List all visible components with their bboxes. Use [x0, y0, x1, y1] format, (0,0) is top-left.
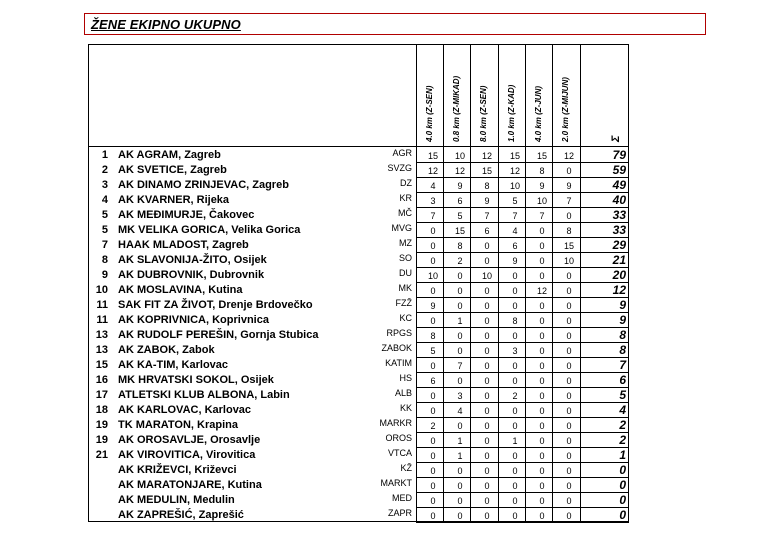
row-points: 0: [566, 211, 572, 221]
row-points: 0: [512, 496, 518, 506]
row-points: 7: [566, 196, 572, 206]
row-club-name: AK MEDULIN, Medulin: [118, 494, 235, 506]
row-points: 7: [512, 211, 518, 221]
row-club-name: MK HRVATSKI SOKOL, Osijek: [118, 374, 274, 386]
row-club-name: MK VELIKA GORICA, Velika Gorica: [118, 224, 301, 236]
row-club-code: MARKT: [380, 478, 412, 488]
row-rank: 19: [95, 419, 108, 431]
row-rank: 1: [101, 149, 108, 161]
row-points: 8: [512, 316, 518, 326]
row-points: 0: [539, 331, 545, 341]
row-points: 12: [481, 151, 492, 161]
row-points: 7: [484, 211, 490, 221]
row-club-name: AK RUDOLF PEREŠIN, Gornja Stubica: [118, 329, 319, 341]
row-club-name: ATLETSKI KLUB ALBONA, Labin: [118, 389, 290, 401]
row-total: 21: [612, 253, 626, 267]
row-club-code: SO: [398, 253, 412, 263]
table-row: [0, 268, 760, 283]
row-points: 0: [457, 286, 463, 296]
table-row: [0, 388, 760, 403]
row-points: 8: [484, 181, 490, 191]
row-club-code: VTCA: [387, 448, 412, 458]
row-points: 0: [566, 331, 572, 341]
row-points: 0: [484, 301, 490, 311]
row-points: 3: [457, 391, 463, 401]
row-total: 12: [612, 283, 626, 297]
row-points: 4: [512, 226, 518, 236]
row-rank: 5: [101, 224, 108, 236]
row-club-name: AK ZAPREŠIĆ, Zaprešić: [118, 509, 244, 521]
row-club-name: AK SVETICE, Zagreb: [118, 164, 227, 176]
row-points: 0: [484, 256, 490, 266]
table-row: [0, 178, 760, 193]
row-club-code: ALB: [394, 388, 412, 398]
row-points: 0: [566, 406, 572, 416]
row-rank: 2: [101, 164, 108, 176]
row-points: 0: [484, 511, 490, 521]
row-club-code: HS: [399, 373, 412, 383]
row-points: 0: [512, 376, 518, 386]
column-header: 8.0 km (Z-SEN): [479, 85, 488, 142]
row-points: 0: [512, 361, 518, 371]
row-points: 0: [457, 346, 463, 356]
row-points: 6: [457, 196, 463, 206]
row-total: 29: [612, 238, 626, 252]
row-rank: 3: [101, 179, 108, 191]
row-points: 12: [509, 166, 520, 176]
row-points: 0: [457, 421, 463, 431]
row-points: 2: [430, 421, 436, 431]
row-total: 0: [619, 493, 626, 507]
row-points: 0: [430, 406, 436, 416]
column-header: 2.0 km (Z-MIJUN): [561, 77, 570, 142]
row-club-name: AK AGRAM, Zagreb: [118, 149, 221, 161]
row-club-code: MZ: [399, 238, 412, 248]
row-points: 0: [566, 376, 572, 386]
title-box: [84, 13, 706, 35]
row-points: 9: [539, 181, 545, 191]
row-points: 10: [509, 181, 520, 191]
column-header: 0.8 km (Z-MIKAD): [452, 75, 461, 142]
row-points: 1: [457, 316, 463, 326]
row-points: 0: [539, 301, 545, 311]
row-points: 10: [454, 151, 465, 161]
row-total: 79: [612, 148, 626, 162]
row-club-code: KC: [399, 313, 412, 323]
table-row: [0, 238, 760, 253]
row-points: 0: [430, 361, 436, 371]
row-points: 0: [566, 451, 572, 461]
row-points: 8: [457, 241, 463, 251]
row-rank: 10: [95, 284, 108, 296]
row-rank: 5: [101, 209, 108, 221]
row-points: 0: [457, 301, 463, 311]
row-total: 9: [619, 298, 626, 312]
row-club-code: MED: [392, 493, 412, 503]
row-points: 0: [539, 376, 545, 386]
row-club-name: AK OROSAVLJE, Orosavlje: [118, 434, 261, 446]
row-points: 0: [484, 481, 490, 491]
row-rank: 17: [95, 389, 108, 401]
row-total: 2: [619, 418, 626, 432]
row-points: 0: [484, 331, 490, 341]
row-points: 5: [457, 211, 463, 221]
row-points: 0: [512, 421, 518, 431]
row-points: 0: [566, 391, 572, 401]
row-club-name: AK KVARNER, Rijeka: [118, 194, 230, 206]
row-points: 15: [509, 151, 520, 161]
row-club-name: AK MOSLAVINA, Kutina: [118, 284, 243, 296]
row-points: 0: [539, 271, 545, 281]
row-club-code: KK: [399, 403, 412, 413]
row-club-name: HAAK MLADOST, Zagreb: [118, 239, 249, 251]
row-total: 0: [619, 463, 626, 477]
row-points: 0: [457, 481, 463, 491]
row-points: 2: [457, 256, 463, 266]
row-points: 15: [427, 151, 438, 161]
row-points: 4: [430, 181, 436, 191]
row-points: 0: [457, 271, 463, 281]
table-row: [0, 448, 760, 463]
row-points: 0: [512, 406, 518, 416]
row-points: 0: [484, 496, 490, 506]
row-club-code: AGR: [392, 148, 412, 158]
row-points: 7: [457, 361, 463, 371]
row-points: 0: [566, 481, 572, 491]
table-row: [0, 208, 760, 223]
row-total: 49: [612, 178, 626, 192]
header-divider: [88, 146, 629, 147]
row-points: 0: [512, 286, 518, 296]
row-rank: 8: [101, 254, 108, 266]
row-points: 7: [539, 211, 545, 221]
row-points: 0: [566, 436, 572, 446]
row-points: 0: [457, 511, 463, 521]
row-points: 12: [563, 151, 574, 161]
row-points: 0: [512, 271, 518, 281]
row-points: 15: [536, 151, 547, 161]
row-points: 0: [430, 436, 436, 446]
table-row: [0, 253, 760, 268]
row-points: 0: [484, 421, 490, 431]
row-points: 0: [430, 481, 436, 491]
row-points: 15: [481, 166, 492, 176]
table-row: [0, 328, 760, 343]
row-club-code: SVZG: [387, 163, 412, 173]
row-club-name: AK MARATONJARE, Kutina: [118, 479, 262, 491]
row-total: 5: [619, 388, 626, 402]
row-rank: 19: [95, 434, 108, 446]
row-club-code: RPGS: [386, 328, 412, 338]
row-points: 0: [566, 271, 572, 281]
row-points: 10: [563, 256, 574, 266]
row-points: 0: [484, 391, 490, 401]
row-club-name: SAK FIT ZA ŽIVOT, Drenje Brdovečko: [118, 299, 313, 311]
table-row: [0, 493, 760, 508]
row-points: 0: [539, 466, 545, 476]
row-club-code: DZ: [400, 178, 412, 188]
row-points: 0: [539, 481, 545, 491]
row-points: 12: [536, 286, 547, 296]
table-row: [0, 343, 760, 358]
table-row: [0, 508, 760, 523]
row-club-name: AK VIROVITICA, Virovitica: [118, 449, 256, 461]
row-rank: 18: [95, 404, 108, 416]
row-points: 9: [566, 181, 572, 191]
row-points: 0: [539, 316, 545, 326]
table-row: [0, 148, 760, 163]
row-points: 8: [430, 331, 436, 341]
row-total: 4: [619, 403, 626, 417]
table-row: [0, 223, 760, 238]
row-points: 0: [430, 466, 436, 476]
row-club-name: AK MEĐIMURJE, Čakovec: [118, 209, 255, 221]
row-points: 0: [539, 421, 545, 431]
row-club-code: MVG: [391, 223, 412, 233]
row-rank: 16: [95, 374, 108, 386]
row-points: 0: [512, 466, 518, 476]
row-points: 9: [457, 181, 463, 191]
row-points: 9: [512, 256, 518, 266]
row-points: 0: [566, 286, 572, 296]
row-points: 0: [566, 361, 572, 371]
row-points: 0: [539, 511, 545, 521]
row-total: 40: [612, 193, 626, 207]
row-points: 0: [539, 496, 545, 506]
row-points: 1: [457, 436, 463, 446]
row-club-code: ZABOK: [381, 343, 412, 353]
row-points: 0: [484, 361, 490, 371]
row-points: 0: [566, 466, 572, 476]
row-points: 8: [566, 226, 572, 236]
row-total: 9: [619, 313, 626, 327]
row-total: 20: [612, 268, 626, 282]
row-rank: 9: [101, 269, 108, 281]
row-club-name: TK MARATON, Krapina: [118, 419, 238, 431]
row-points: 7: [430, 211, 436, 221]
row-points: 0: [539, 436, 545, 446]
row-points: 0: [512, 451, 518, 461]
row-points: 3: [430, 196, 436, 206]
row-points: 0: [457, 466, 463, 476]
row-points: 0: [484, 286, 490, 296]
table-row: [0, 313, 760, 328]
row-points: 0: [430, 316, 436, 326]
row-points: 0: [539, 406, 545, 416]
row-total: 6: [619, 373, 626, 387]
row-club-code: DU: [399, 268, 412, 278]
total-header: Σ: [610, 135, 622, 142]
row-club-code: KR: [399, 193, 412, 203]
row-total: 33: [612, 223, 626, 237]
row-total: 2: [619, 433, 626, 447]
row-points: 1: [512, 436, 518, 446]
row-points: 0: [566, 316, 572, 326]
table-row: [0, 418, 760, 433]
row-points: 0: [566, 511, 572, 521]
row-points: 0: [430, 511, 436, 521]
row-club-code: MK: [398, 283, 412, 293]
row-points: 6: [484, 226, 490, 236]
row-points: 0: [539, 346, 545, 356]
row-points: 0: [539, 256, 545, 266]
row-points: 0: [512, 481, 518, 491]
row-points: 0: [539, 241, 545, 251]
row-points: 0: [457, 496, 463, 506]
row-total: 59: [612, 163, 626, 177]
table-row: [0, 193, 760, 208]
row-rank: 11: [96, 314, 108, 326]
row-points: 0: [457, 331, 463, 341]
row-points: 0: [430, 256, 436, 266]
table-row: [0, 283, 760, 298]
row-club-name: AK SLAVONIJA-ŽITO, Osijek: [118, 254, 267, 266]
table-row: [0, 403, 760, 418]
row-points: 0: [430, 496, 436, 506]
row-points: 4: [457, 406, 463, 416]
row-points: 12: [427, 166, 438, 176]
table-row: [0, 298, 760, 313]
row-club-name: AK KRIŽEVCI, Križevci: [118, 464, 237, 476]
row-points: 0: [457, 376, 463, 386]
row-points: 8: [539, 166, 545, 176]
row-total: 0: [619, 478, 626, 492]
table-row: [0, 373, 760, 388]
row-points: 0: [430, 451, 436, 461]
row-points: 0: [566, 166, 572, 176]
table-row: [0, 358, 760, 373]
row-total: 8: [619, 328, 626, 342]
row-points: 6: [512, 241, 518, 251]
row-points: 0: [430, 286, 436, 296]
column-header: 4.0 km (Z-SEN): [425, 85, 434, 142]
row-total: 7: [619, 358, 626, 372]
row-points: 0: [539, 361, 545, 371]
row-points: 0: [566, 421, 572, 431]
row-rank: 11: [96, 299, 108, 311]
row-points: 6: [430, 376, 436, 386]
row-club-name: AK KOPRIVNICA, Koprivnica: [118, 314, 269, 326]
row-club-code: ZAPR: [387, 508, 412, 518]
row-points: 0: [512, 511, 518, 521]
row-club-name: AK KARLOVAC, Karlovac: [118, 404, 252, 416]
row-club-code: MČ: [398, 208, 412, 218]
row-points: 10: [427, 271, 438, 281]
row-points: 0: [484, 436, 490, 446]
row-divider: [416, 522, 629, 523]
row-total: 1: [619, 448, 626, 462]
row-points: 0: [566, 301, 572, 311]
row-points: 15: [563, 241, 574, 251]
row-club-name: AK DINAMO ZRINJEVAC, Zagreb: [118, 179, 289, 191]
row-rank: 13: [95, 329, 108, 341]
row-total: 8: [619, 343, 626, 357]
row-points: 1: [457, 451, 463, 461]
row-club-code: OROS: [385, 433, 412, 443]
row-points: 0: [512, 331, 518, 341]
row-total: 33: [612, 208, 626, 222]
row-points: 0: [484, 466, 490, 476]
row-points: 0: [484, 376, 490, 386]
row-points: 0: [430, 226, 436, 236]
column-header: 4.0 km (Z-JUN): [534, 85, 543, 142]
row-points: 0: [566, 346, 572, 356]
row-points: 0: [566, 496, 572, 506]
row-points: 9: [484, 196, 490, 206]
row-points: 9: [430, 301, 436, 311]
row-points: 0: [484, 451, 490, 461]
table-row: [0, 163, 760, 178]
row-club-code: MARKR: [379, 418, 412, 428]
row-rank: 4: [101, 194, 108, 206]
column-header: 1.0 km (Z-KAD): [507, 84, 516, 142]
row-points: 12: [454, 166, 465, 176]
row-points: 10: [536, 196, 547, 206]
page-title: ŽENE EKIPNO UKUPNO: [91, 17, 241, 32]
row-points: 2: [512, 391, 518, 401]
row-points: 0: [430, 391, 436, 401]
row-points: 15: [454, 226, 465, 236]
row-points: 5: [430, 346, 436, 356]
table-row: [0, 478, 760, 493]
row-club-code: KŽ: [400, 463, 412, 473]
row-points: 3: [512, 346, 518, 356]
row-points: 10: [481, 271, 492, 281]
row-club-name: AK KA-TIM, Karlovac: [118, 359, 229, 371]
row-club-code: KATIM: [385, 358, 412, 368]
row-points: 0: [484, 316, 490, 326]
row-club-code: FZŽ: [395, 298, 412, 308]
row-rank: 21: [95, 449, 108, 461]
row-rank: 7: [101, 239, 108, 251]
row-points: 0: [512, 301, 518, 311]
row-total: 0: [619, 508, 626, 522]
row-rank: 15: [95, 359, 108, 371]
table-row: [0, 463, 760, 478]
row-club-name: AK ZABOK, Zabok: [118, 344, 215, 356]
table-row: [0, 433, 760, 448]
row-points: 0: [484, 346, 490, 356]
row-rank: 13: [95, 344, 108, 356]
row-points: 0: [484, 241, 490, 251]
row-points: 0: [539, 226, 545, 236]
row-points: 0: [430, 241, 436, 251]
row-points: 0: [539, 451, 545, 461]
row-club-name: AK DUBROVNIK, Dubrovnik: [118, 269, 265, 281]
row-points: 5: [512, 196, 518, 206]
row-points: 0: [484, 406, 490, 416]
row-points: 0: [539, 391, 545, 401]
